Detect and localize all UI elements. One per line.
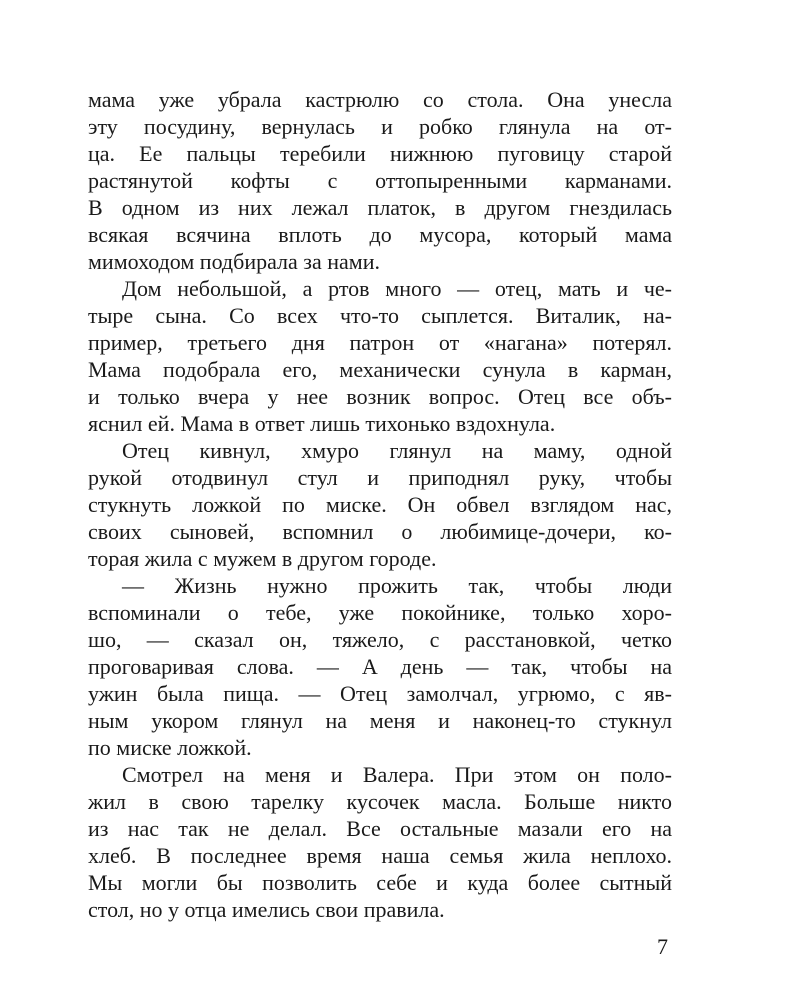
text-line: шо, — сказал он, тяжело, с расстановкой, четко (88, 627, 672, 652)
text-line: рукой отодвинул стул и приподнял руку, чтобы (88, 465, 672, 490)
text-line: — Жизнь нужно прожить так, чтобы люди (122, 573, 672, 598)
text-line: Дом небольшой, а ртов много — отец, мать и че- (122, 276, 672, 301)
text-line: эту посудину, вернулась и робко глянула на от- (88, 114, 672, 139)
text-line: растянутой кофты с оттопыренными карманами. (88, 168, 672, 193)
text-line: ца. Ее пальцы теребили нижнюю пуговицу старой (88, 141, 672, 166)
body-text (88, 86, 672, 923)
text-line: Мама подобрала его, механически сунула в карман, (88, 357, 672, 382)
text-line: хлеб. В последнее время наша семья жила неплохо. (88, 843, 672, 868)
text-line: пример, третьего дня патрон от «нагана» потерял. (88, 330, 672, 355)
text-line: Отец кивнул, хмуро глянул на маму, одной (122, 438, 672, 463)
text-line: и только вчера у нее возник вопрос. Отец все объ- (88, 384, 672, 409)
page-number: 7 (657, 934, 668, 959)
paragraph (88, 86, 672, 275)
text-line: мимоходом подбирала за нами. (88, 249, 380, 274)
text-line: яснил ей. Мама в ответ лишь тихонько вздохнула. (88, 411, 556, 436)
text-line: стукнуть ложкой по миске. Он обвел взглядом нас, (88, 492, 672, 517)
text-line: всякая всячина вплоть до мусора, который мама (88, 222, 672, 247)
text-line: своих сыновей, вспомнил о любимице-дочери, ко- (88, 519, 672, 544)
text-line: проговаривая слова. — А день — так, чтобы на (88, 654, 672, 679)
text-line: Смотрел на меня и Валера. При этом он поло- (122, 762, 672, 787)
text-line: вспоминали о тебе, уже покойнике, только хоро- (88, 600, 672, 625)
text-line: торая жила с мужем в другом городе. (88, 546, 437, 571)
text-line: ным укором глянул на меня и наконец-то стукнул (88, 708, 672, 733)
text-line: стол, но у отца имелись свои правила. (88, 897, 445, 922)
paragraph (88, 572, 672, 761)
text-line: ужин была пища. — Отец замолчал, угрюмо, с яв- (88, 681, 672, 706)
text-line: мама уже убрала кастрюлю со стола. Она унесла (88, 87, 672, 112)
text-line: В одном из них лежал платок, в другом гнездилась (88, 195, 672, 220)
paragraph (88, 761, 672, 923)
paragraph (88, 275, 672, 437)
text-line: из нас так не делал. Все остальные мазали его на (88, 816, 672, 841)
text-line: Мы могли бы позволить себе и куда более сытный (88, 870, 672, 895)
paragraph (88, 437, 672, 572)
text-line: жил в свою тарелку кусочек масла. Больше никто (88, 789, 672, 814)
page-content (88, 86, 672, 960)
text-line: тыре сына. Со всех что-то сыплется. Виталик, на- (88, 303, 672, 328)
text-line: по миске ложкой. (88, 735, 252, 760)
